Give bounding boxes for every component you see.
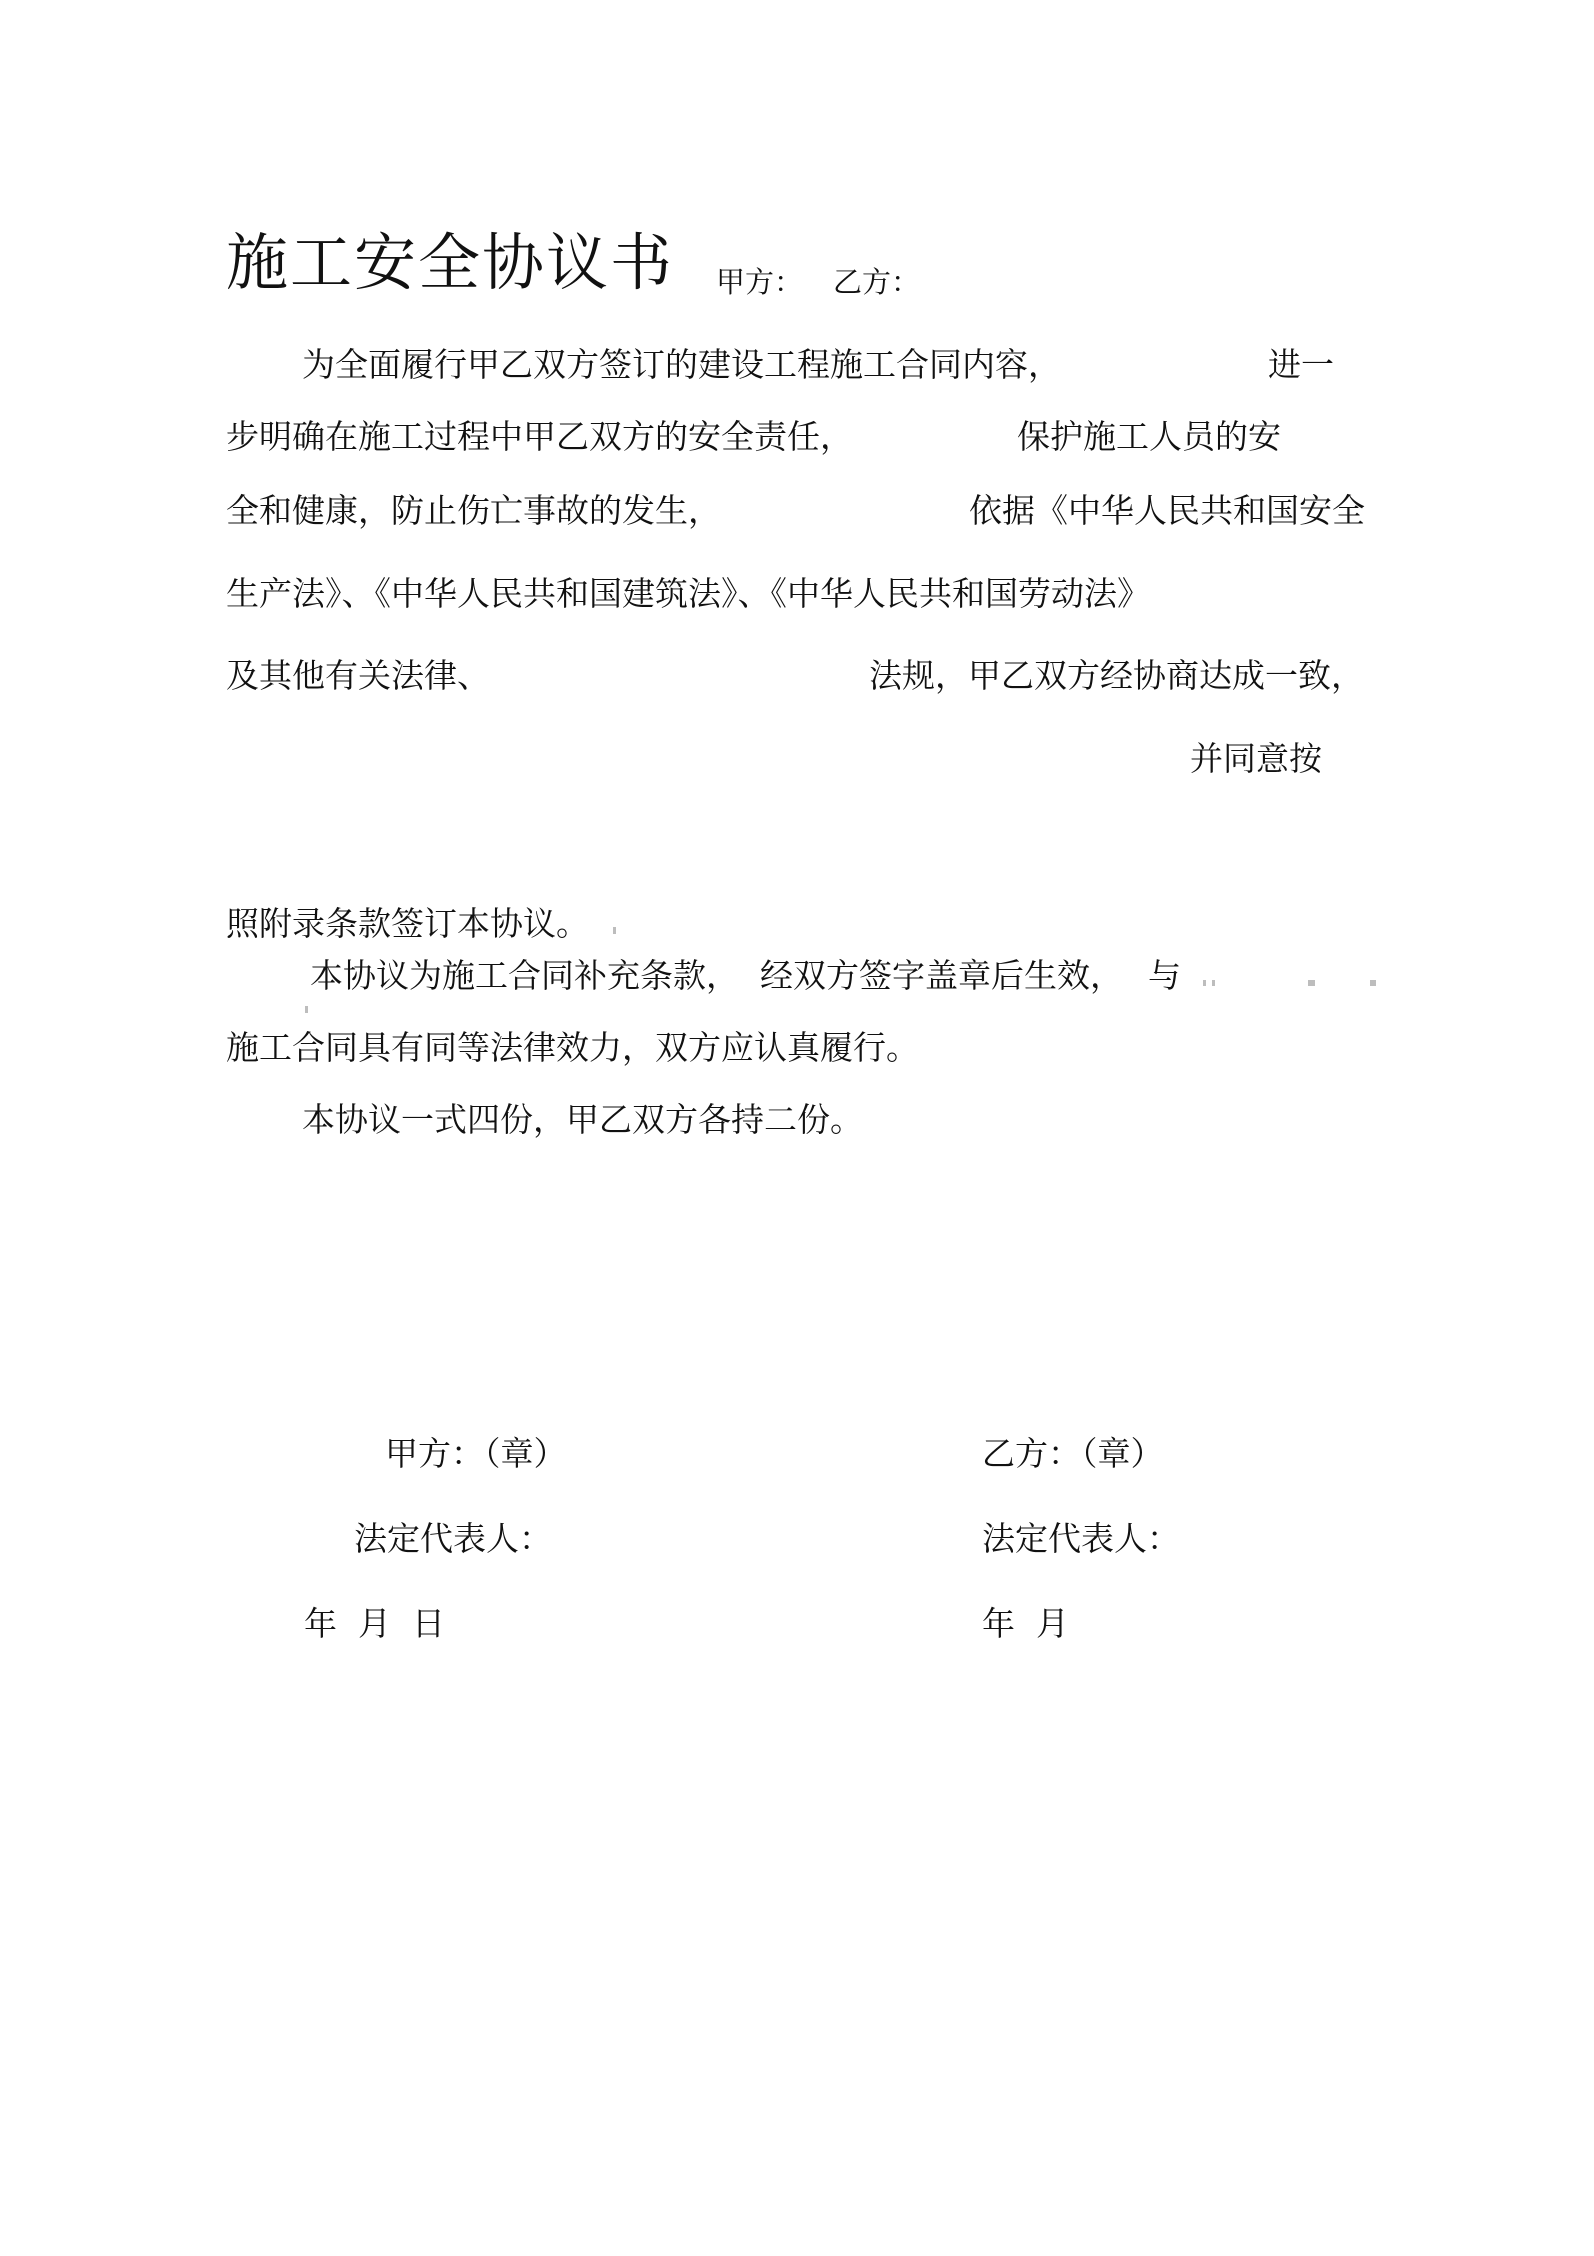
para1-line5-right: 法规，甲乙双方经协商达成一致， <box>869 656 1364 695</box>
scan-speck <box>305 1006 308 1013</box>
party-b-seal: 乙方：（章） <box>982 1434 1164 1473</box>
para1-line7: 照附录条款签订本协议。 <box>226 904 589 943</box>
para1-line3-right: 依据《中华人民共和国安全 <box>969 491 1365 530</box>
document-title: 施工安全协议书 <box>226 226 675 299</box>
para2-line1-a: 本协议为施工合同补充条款， <box>310 956 739 995</box>
scan-speck <box>613 927 616 934</box>
para1-line1-right: 进一 <box>1268 345 1334 384</box>
party-a-representative: 法定代表人： <box>354 1519 552 1558</box>
scan-speck <box>1308 980 1315 986</box>
scan-speck <box>1370 980 1376 986</box>
para1-line6-right: 并同意按 <box>1190 739 1322 778</box>
para1-line2-left: 步明确在施工过程中甲乙双方的安全责任， <box>226 417 853 456</box>
para1-line1-left: 为全面履行甲乙双方签订的建设工程施工合同内容， <box>302 345 1061 384</box>
para1-line2-right: 保护施工人员的安 <box>1017 417 1281 456</box>
para1-line5-left: 及其他有关法律、 <box>226 656 490 695</box>
party-a-header: 甲方： <box>716 265 804 299</box>
para1-line3-left: 全和健康，防止伤亡事故的发生， <box>226 491 721 530</box>
party-a-seal: 甲方：（章） <box>385 1434 567 1473</box>
scan-speck <box>1212 980 1215 986</box>
party-a-date: 年 月 日 <box>304 1604 445 1643</box>
para2-line1-b: 经双方签字盖章后生效， <box>760 956 1123 995</box>
party-b-representative: 法定代表人： <box>982 1519 1180 1558</box>
scan-speck <box>1203 980 1206 986</box>
para1-line4: 生产法》、《中华人民共和国建筑法》、《中华人民共和国劳动法》 <box>226 574 1150 613</box>
para3: 本协议一式四份，甲乙双方各持二份。 <box>302 1100 863 1139</box>
para2-line2: 施工合同具有同等法律效力，双方应认真履行。 <box>226 1028 919 1067</box>
party-b-date: 年 月 <box>982 1604 1069 1643</box>
para2-line1-c: 与 <box>1148 956 1181 995</box>
party-b-header: 乙方： <box>833 265 921 299</box>
